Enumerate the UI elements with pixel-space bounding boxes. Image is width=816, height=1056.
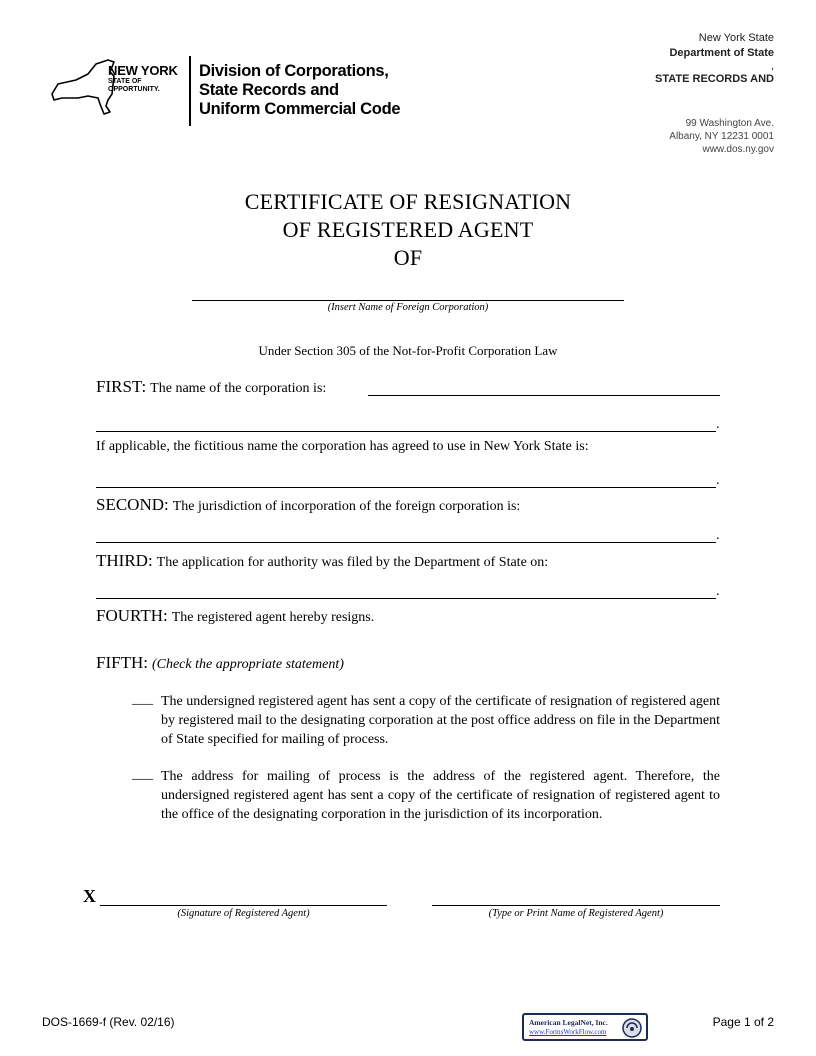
signature-field[interactable] [100,905,387,906]
division-line-3: Uniform Commercial Code [199,100,401,118]
corporation-name-caption: (Insert Name of Foreign Corporation) [327,302,489,313]
corporation-name-continued-line[interactable] [96,431,716,432]
second-text: The jurisdiction of incorporation of the foreign corporation is: [172,499,521,514]
first-section [96,377,326,397]
address-line-1: 99 Washington Ave. [685,118,774,129]
second-section [96,495,520,515]
globe-icon [621,1017,643,1039]
badge-company: American LegalNet, Inc. [529,1018,608,1027]
logo-tagline [108,78,178,94]
period-mark: . [716,473,720,488]
period-mark: . [716,417,720,432]
form-id: DOS-1669-f (Rev. 02/16) [42,1015,175,1029]
fifth-heading: FIFTH: [96,653,148,672]
third-heading: THIRD: [96,551,153,570]
option-2-checkbox[interactable]: ___ [132,767,153,782]
fifth-instruction: (Check the appropriate statement) [151,657,344,672]
third-section [96,551,548,571]
first-heading: FIRST: [96,377,147,396]
option-1-checkbox[interactable]: ___ [132,692,153,707]
agency-address [669,117,774,156]
agency-comma: , [770,60,774,72]
title-line-3: OF [393,245,423,270]
legalnet-badge[interactable] [522,1013,648,1041]
option-1-text: The undersigned registered agent has sent a copy of the certificate of resignation of registered agent by registered mail to the designating corporation at the post office address on file in the Department of State specified for mailing of process. [161,694,720,747]
second-heading: SECOND: [96,495,169,514]
jurisdiction-field[interactable] [96,542,716,543]
agency-division: STATE RECORDS AND [655,73,774,85]
logo-tagline-line2: OPPORTUNITY. [108,86,160,93]
address-line-2: Albany, NY 12231 0001 [669,131,774,142]
fifth-section [96,653,344,673]
division-line-2: State Records and [199,81,339,99]
page-number: Page 1 of 2 [712,1015,774,1029]
agency-state: New York State [698,32,774,44]
corporation-name-field[interactable] [192,300,624,301]
title-line-2: OF REGISTERED AGENT [282,217,534,242]
division-name [199,62,400,119]
period-mark: . [716,528,720,543]
agent-name-caption: (Type or Print Name of Registered Agent) [488,908,664,919]
badge-link[interactable]: www.FormsWorkFlow.com [529,1028,607,1036]
fourth-text: The registered agent hereby resigns. [171,610,375,625]
title-line-1: CERTIFICATE OF RESIGNATION [244,189,572,214]
agency-website[interactable]: www.dos.ny.gov [702,144,774,155]
fictitious-name-field[interactable] [96,487,716,488]
third-text: The application for authority was filed by the Department of State on: [156,555,549,570]
filing-date-field[interactable] [96,598,716,599]
corporation-name-input-line[interactable] [368,395,720,396]
period-mark: . [716,584,720,599]
first-text: The name of the corporation is: [150,381,327,396]
signature-caption: (Signature of Registered Agent) [177,908,310,919]
agency-department: Department of State [669,47,774,59]
logo-tagline-line1: STATE OF [108,78,142,85]
signature-x-mark: X [83,886,96,906]
agent-name-field[interactable] [432,905,720,906]
option-2-text: The address for mailing of process is the address of the registered agent. Therefore, the undersigned registered agent has sent a copy of the certificate of resignation of registered agent to the office of the designating corporation in the jurisdiction of its incorporation. [161,769,720,822]
agency-header [655,31,774,87]
statute-reference: Under Section 305 of the Not-for-Profit Corporation Law [258,343,558,358]
fourth-heading: FOURTH: [96,606,168,625]
logo-divider [189,56,191,126]
division-line-1: Division of Corporations, [199,62,389,80]
page-title [0,188,816,272]
fourth-section [96,606,374,626]
fictitious-name-text: If applicable, the fictitious name the corporation has agreed to use in New York State is: [96,439,589,454]
logo-new-york: NEW YORK [108,63,178,78]
